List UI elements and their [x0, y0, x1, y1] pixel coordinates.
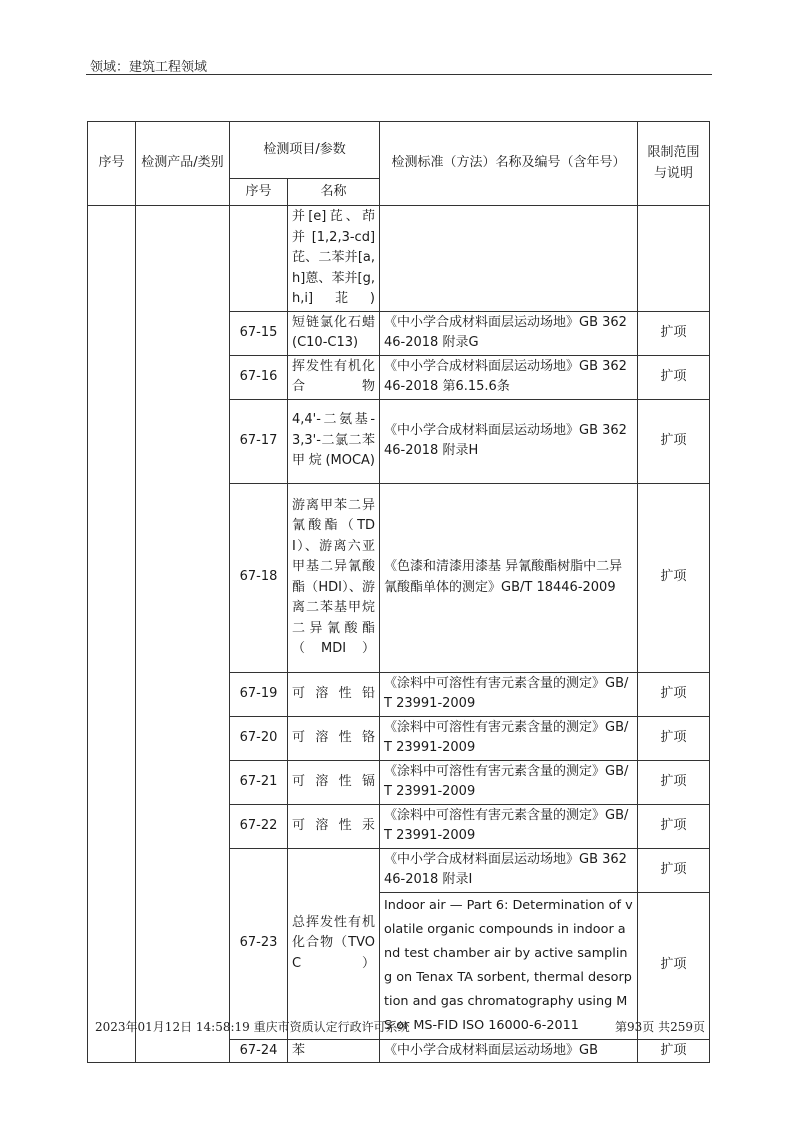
- item-id: 67-22: [230, 804, 288, 848]
- header-category: 检测产品/类别: [136, 122, 230, 206]
- item-id: 67-15: [230, 311, 288, 355]
- item-standard: 《涂料中可溶性有害元素含量的测定》GB/T 23991-2009: [380, 760, 638, 804]
- header-item-seq: 序号: [230, 179, 288, 206]
- item-limit: [638, 206, 710, 312]
- header-standard: 检测标准（方法）名称及编号（含年号）: [380, 122, 638, 206]
- item-name: 并[e]芘、茚并[1,2,3-cd]芘、二苯并[a,h]蒽、苯并[g,h,i]苝): [288, 206, 380, 312]
- item-standard: 《中小学合成材料面层运动场地》GB 36246-2018 附录I: [380, 848, 638, 892]
- item-name: 可溶性铅: [288, 672, 380, 716]
- item-standard: 《中小学合成材料面层运动场地》GB 36246-2018 附录H: [380, 399, 638, 483]
- item-standard: 《色漆和清漆用漆基 异氰酸酯树脂中二异氰酸酯单体的测定》GB/T 18446-2009: [380, 483, 638, 672]
- item-name: 总挥发性有机化合物（TVOC）: [288, 848, 380, 1039]
- item-id: 67-21: [230, 760, 288, 804]
- item-name: 可溶性汞: [288, 804, 380, 848]
- item-id: 67-20: [230, 716, 288, 760]
- item-id: 67-23: [230, 848, 288, 1039]
- accreditation-table: [87, 121, 710, 1063]
- item-id: 67-16: [230, 355, 288, 399]
- item-standard: 《涂料中可溶性有害元素含量的测定》GB/T 23991-2009: [380, 672, 638, 716]
- item-standard-iso: Indoor air — Part 6: Determination of volatile organic compounds in indoor and test chamber air by active sampling on Tenax TA sorbent, thermal desorption and gas chromatography using MS or MS-FID ISO 16000-6-2011: [380, 892, 638, 1039]
- item-limit: 扩项: [638, 1039, 710, 1063]
- item-limit: 扩项: [638, 483, 710, 672]
- item-limit: 扩项: [638, 311, 710, 355]
- footer-timestamp: 2023年01月12日 14:58:19 重庆市资质认定行政许可系统: [95, 1020, 410, 1034]
- header-limit: 限制范围与说明: [638, 122, 710, 206]
- item-standard: 《中小学合成材料面层运动场地》GB: [380, 1039, 638, 1063]
- item-name: 短链氯化石蜡(C10-C13): [288, 311, 380, 355]
- item-standard: [380, 206, 638, 312]
- footer-page-info: 第93页 共259页: [615, 1020, 705, 1034]
- item-name: 苯: [288, 1039, 380, 1063]
- item-limit: 扩项: [638, 716, 710, 760]
- category-cell-empty: [136, 206, 230, 1063]
- item-name: 可溶性铬: [288, 716, 380, 760]
- item-limit: 扩项: [638, 672, 710, 716]
- item-standard: 《中小学合成材料面层运动场地》GB 36246-2018 附录G: [380, 311, 638, 355]
- header-seq: 序号: [88, 122, 136, 206]
- item-name: 可溶性镉: [288, 760, 380, 804]
- header-item-group: 检测项目/参数: [230, 122, 380, 179]
- item-name: 游离甲苯二异氰酸酯（TDI）、游离六亚甲基二异氰酸酯（HDI）、游离二苯基甲烷二异氰酸酯（MDI）: [288, 483, 380, 672]
- item-name: 挥发性有机化合物: [288, 355, 380, 399]
- item-standard: 《涂料中可溶性有害元素含量的测定》GB/T 23991-2009: [380, 804, 638, 848]
- item-limit: 扩项: [638, 355, 710, 399]
- item-limit: 扩项: [638, 804, 710, 848]
- item-limit: 扩项: [638, 892, 710, 1039]
- header-divider: [86, 74, 712, 75]
- seq-cell-empty: [88, 206, 136, 1063]
- item-id: 67-19: [230, 672, 288, 716]
- item-standard: 《中小学合成材料面层运动场地》GB 36246-2018 第6.15.6条: [380, 355, 638, 399]
- item-id: 67-17: [230, 399, 288, 483]
- page-header: 领域：建筑工程领域: [90, 60, 208, 75]
- item-id: 67-24: [230, 1039, 288, 1063]
- header-item-name: 名称: [288, 179, 380, 206]
- item-standard: 《涂料中可溶性有害元素含量的测定》GB/T 23991-2009: [380, 716, 638, 760]
- item-limit: 扩项: [638, 760, 710, 804]
- table-row: [88, 206, 710, 312]
- item-id: [230, 206, 288, 312]
- item-name: 4,4'-二氨基-3,3'-二氯二苯甲烷(MOCA): [288, 399, 380, 483]
- item-id: 67-18: [230, 483, 288, 672]
- item-limit: 扩项: [638, 399, 710, 483]
- item-limit: 扩项: [638, 848, 710, 892]
